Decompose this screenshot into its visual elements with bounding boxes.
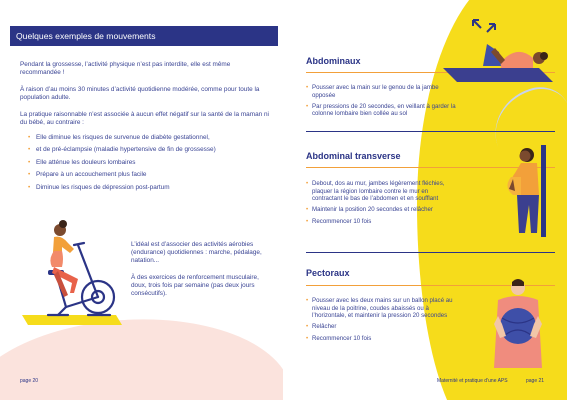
section-header: Quelques exemples de mouvements [10, 26, 278, 46]
left-page [0, 0, 283, 400]
footer-title: Maternité et pratique d’une APS [437, 378, 508, 384]
list-item: • Debout, dos au mur, jambes légèrement fléchies, plaquer la région lombaire contre le mur en contractant le bas de l’abdomen et en soufflant [306, 180, 456, 203]
aerobic-paragraph: L’idéal est d’associer des activités aérobies (endurance) quotidiennes : marche, pédalage, natation... [131, 241, 262, 264]
list-item: • Pousser avec les deux mains sur un ballon placé au niveau de la poitrine, coudes abaissés ou à l’horizontale, et maintenir la pression 20 secondes [306, 297, 456, 320]
list-item: • Recommencer 10 fois [306, 335, 456, 343]
page-number: page 21 [526, 378, 545, 384]
page-number: page 20 [20, 378, 39, 384]
list-item: • Diminue les risques de dépression post-partum [28, 184, 273, 192]
duration-paragraph: À raison d’au moins 30 minutes d’activité quotidienne modérée, comme pour toute la population adulte. [20, 86, 260, 101]
intro-paragraph: Pendant la grossesse, l’activité physique n’est pas interdite, elle est même recommandée ! [20, 61, 231, 76]
section-divider [306, 252, 555, 253]
section-title: Pectoraux [306, 268, 350, 278]
abdominaux-list [306, 84, 456, 122]
section-title: Abdominaux [306, 56, 361, 66]
list-item: • Pousser avec la main sur le genou de la jambe opposée [306, 84, 456, 99]
list-item: • Maintenir la position 20 secondes et relâcher [306, 206, 456, 214]
pectoraux-list [306, 297, 456, 346]
ball-press-exercise-illustration [480, 276, 556, 368]
list-item: • Par pressions de 20 secondes, en veillant à garder la colonne lombaire bien collée au sol [306, 103, 456, 118]
standing-wall-exercise-illustration [497, 143, 553, 239]
right-page [283, 0, 567, 400]
section-divider [306, 131, 555, 132]
abdominal-exercise-illustration [443, 14, 553, 84]
list-item: • et de pré-éclampsie (maladie hypertensive de fin de grossesse) [28, 146, 273, 154]
list-item: • Elle diminue les risques de survenue de diabète gestationnel, [28, 134, 273, 142]
list-item: • Prépare à un accouchement plus facile [28, 171, 273, 179]
benefits-paragraph: La pratique raisonnable n’est associée à aucun effet négatif sur la santé de la maman ni du bébé, au contraire : [20, 111, 269, 126]
section-title: Abdominal transverse [306, 151, 401, 161]
list-item: • Relâcher [306, 323, 456, 331]
transverse-list [306, 180, 456, 229]
list-item: • Recommencer 10 fois [306, 218, 456, 226]
cycling-woman-illustration [18, 215, 130, 330]
benefits-list [28, 134, 273, 196]
strength-paragraph: À des exercices de renforcement musculaire, doux, trois fois par semaine (pas deux jours consécutifs). [131, 274, 259, 297]
list-item: • Elle atténue les douleurs lombaires [28, 159, 273, 167]
